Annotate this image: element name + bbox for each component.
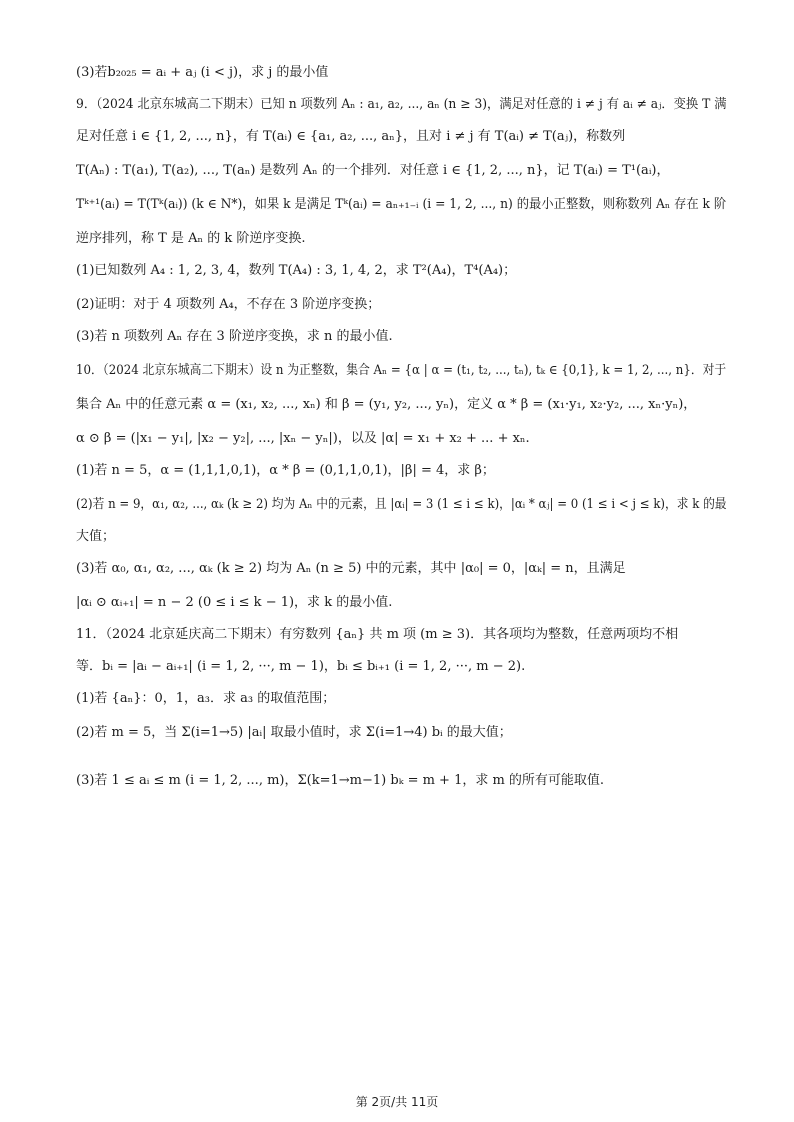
text-line: 等．bᵢ = |aᵢ − aᵢ₊₁| (i = 1, 2, ···, m − 1)，bᵢ ≤ bᵢ₊₁ (i = 1, 2, ···, m − 2). xyxy=(76,659,526,674)
text-line: T(Aₙ) : T(a₁), T(a₂), ..., T(aₙ) 是数列 Aₙ 的一个排列．对任意 i ∈ {1, 2, ..., n}，记 T(aᵢ) = T¹(aᵢ)， xyxy=(76,163,670,178)
text-line: (1)若 n = 5，α = (1,1,1,0,1)，α * β = (0,1,1,0,1)，|β| = 4，求 β； xyxy=(76,463,495,478)
text-line: 逆序排列，称 T 是 Aₙ 的 k 阶逆序变换. xyxy=(76,231,306,246)
text-line: (3)若 n 项数列 Aₙ 存在 3 阶逆序变换，求 n 的最小值. xyxy=(76,329,393,344)
text-line: 11．（2024 北京延庆高二下期末）有穷数列 {aₙ} 共 m 项 (m ≥ 3)．其各项均为整数，任意两项均不相 xyxy=(76,627,679,642)
text-line: (2)若 m = 5，当 Σ(i=1→5) |aᵢ| 取最小值时，求 Σ(i=1→4) bᵢ 的最大值； xyxy=(76,725,512,740)
text-line: (2)证明：对于 4 项数列 A₄，不存在 3 阶逆序变换； xyxy=(76,297,381,312)
text-line: (3)若 1 ≤ aᵢ ≤ m (i = 1, 2, ..., m)，Σ(k=1→m−1) bₖ = m + 1，求 m 的所有可能取值. xyxy=(76,773,605,788)
text-line: 9．（2024 北京东城高二下期末）已知 n 项数列 Aₙ : a₁, a₂, ..., aₙ (n ≥ 3)，满足对任意的 i ≠ j 有 aᵢ ≠ aⱼ．变换 T 满 xyxy=(76,97,727,112)
text-line: (3)若 α₀, α₁, α₂, ..., αₖ (k ≥ 2) 均为 Aₙ (n ≥ 5) 中的元素，其中 |α₀| = 0，|αₖ| = n，且满足 xyxy=(76,561,626,576)
text-line: (1)若 {aₙ}：0，1，a₃．求 a₃ 的取值范围； xyxy=(76,691,336,706)
text-line: 足对任意 i ∈ {1, 2, ..., n}，有 T(aᵢ) ∈ {a₁, a₂, ..., aₙ}，且对 i ≠ j 有 T(aᵢ) ≠ T(aⱼ)，称数列 xyxy=(76,129,626,144)
text-line: |αᵢ ⊙ αᵢ₊₁| = n − 2 (0 ≤ i ≤ k − 1)，求 k 的最小值. xyxy=(76,595,393,610)
text-line: 10．（2024 北京东城高二下期末）设 n 为正整数，集合 Aₙ = {α | α = (t₁, t₂, ..., tₙ), tₖ ∈ {0,1}, k = 1, 2, ..., n}．对于 xyxy=(76,363,727,378)
text-line: (2)若 n = 9，α₁, α₂, ..., αₖ (k ≥ 2) 均为 Aₙ 中的元素，且 |αᵢ| = 3 (1 ≤ i ≤ k)，|αᵢ * αⱼ| = 0 (1 ≤ i < j ≤ k)，求 k 的最 xyxy=(76,497,727,512)
text-line: 集合 Aₙ 中的任意元素 α = (x₁, x₂, ..., xₙ) 和 β = (y₁, y₂, ..., yₙ)，定义 α * β = (x₁·y₁, x₂·y₂, ..., xₙ·yₙ)， xyxy=(76,397,697,412)
text-line: α ⊙ β = (|x₁ − y₁|, |x₂ − y₂|, ..., |xₙ − yₙ|)，以及 |α| = x₁ + x₂ + ... + xₙ. xyxy=(76,431,530,446)
text-line: (1)已知数列 A₄ : 1, 2, 3, 4，数列 T(A₄) : 3, 1, 4, 2，求 T²(A₄)，T⁴(A₄)； xyxy=(76,263,517,278)
text-line: 大值； xyxy=(76,529,116,544)
page-number-footer: 第 2页/共 11页 xyxy=(355,1095,439,1109)
text-line: Tᵏ⁺¹(aᵢ) = T(Tᵏ(aᵢ)) (k ∈ N*)，如果 k 是满足 Tᵏ(aᵢ) = aₙ₊₁₋ᵢ (i = 1, 2, ..., n) 的最小正整数，则称数列 Aₙ 存在 k 阶 xyxy=(76,197,727,212)
text-line: (3)若b₂₀₂₅ = aᵢ + aⱼ (i < j)，求 j 的最小值 xyxy=(76,65,329,80)
